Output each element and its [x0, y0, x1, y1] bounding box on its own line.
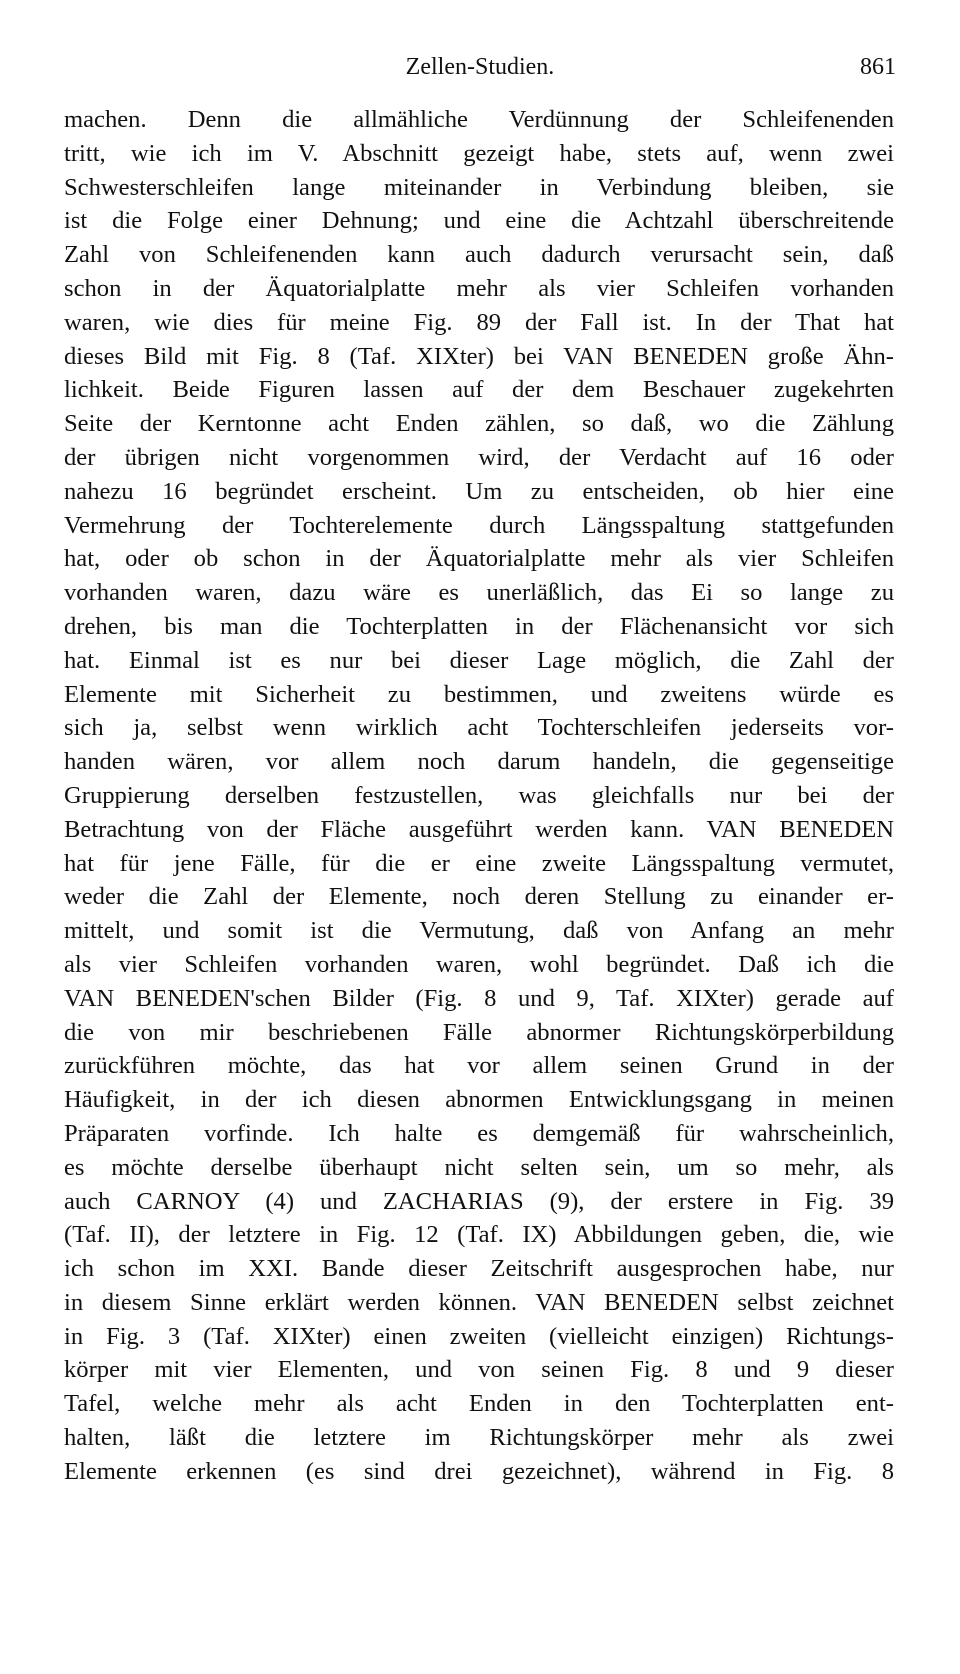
text-line: nahezu 16 begründet erscheint. Um zu entscheiden, ob hier eine: [64, 477, 894, 505]
text-line: lichkeit. Beide Figuren lassen auf der dem Beschauer zugekehrten: [64, 376, 894, 404]
text-line: hat, oder ob schon in der Äquatorialplatte mehr als vier Schleifen: [64, 545, 894, 573]
text-line: als vier Schleifen vorhanden waren, wohl begründet. Daß ich die: [64, 950, 894, 978]
text-line: dieses Bild mit Fig. 8 (Taf. XIXter) bei VAN BENEDEN große Ähn-: [64, 342, 894, 370]
text-line: die von mir beschriebenen Fälle abnormer Richtungskörperbildung: [64, 1018, 894, 1046]
text-line: hat für jene Fälle, für die er eine zweite Längsspaltung vermutet,: [64, 849, 894, 877]
text-line: vorhanden waren, dazu wäre es unerläßlich, das Ei so lange zu: [64, 579, 894, 607]
text-line: sich ja, selbst wenn wirklich acht Tochterschleifen jederseits vor-: [64, 714, 894, 742]
text-line: in diesem Sinne erklärt werden können. VAN BENEDEN selbst zeichnet: [64, 1288, 894, 1316]
text-line: ich schon im XXI. Bande dieser Zeitschrift ausgesprochen habe, nur: [64, 1255, 894, 1283]
running-title: Zellen-Studien.: [405, 54, 555, 80]
text-line: handen wären, vor allem noch darum handeln, die gegenseitige: [64, 748, 894, 776]
text-line: es möchte derselbe überhaupt nicht selten sein, um so mehr, als: [64, 1153, 894, 1181]
running-head: [64, 50, 896, 84]
text-line: Elemente erkennen (es sind drei gezeichnet), während in Fig. 8: [64, 1457, 894, 1485]
text-line: drehen, bis man die Tochterplatten in der Flächenansicht vor sich: [64, 612, 894, 640]
body-text: [64, 103, 894, 1489]
text-line: Zahl von Schleifenenden kann auch dadurch verursacht sein, daß: [64, 241, 894, 269]
text-line: weder die Zahl der Elemente, noch deren Stellung zu einander er-: [64, 883, 894, 911]
text-line: Häufigkeit, in der ich diesen abnormen Entwicklungsgang in meinen: [64, 1086, 894, 1114]
text-line: waren, wie dies für meine Fig. 89 der Fall ist. In der That hat: [64, 308, 894, 336]
text-line: Seite der Kerntonne acht Enden zählen, so daß, wo die Zählung: [64, 410, 894, 438]
text-line: körper mit vier Elementen, und von seinen Fig. 8 und 9 dieser: [64, 1356, 894, 1384]
text-line: tritt, wie ich im V. Abschnitt gezeigt habe, stets auf, wenn zwei: [64, 139, 894, 167]
page-number: 861: [860, 54, 896, 80]
text-line: in Fig. 3 (Taf. XIXter) einen zweiten (vielleicht einzigen) Richtungs-: [64, 1322, 894, 1350]
text-line: Präparaten vorfinde. Ich halte es demgemäß für wahrscheinlich,: [64, 1119, 894, 1147]
text-line: schon in der Äquatorialplatte mehr als vier Schleifen vorhanden: [64, 274, 894, 302]
text-line: Elemente mit Sicherheit zu bestimmen, und zweitens würde es: [64, 680, 894, 708]
text-line: halten, läßt die letztere im Richtungskörper mehr als zwei: [64, 1424, 894, 1452]
text-line: der übrigen nicht vorgenommen wird, der Verdacht auf 16 oder: [64, 443, 894, 471]
text-line: machen. Denn die allmähliche Verdünnung der Schleifenenden: [64, 106, 894, 133]
text-line: mittelt, und somit ist die Vermutung, daß von Anfang an mehr: [64, 917, 894, 945]
text-line: ist die Folge einer Dehnung; und eine die Achtzahl überschreitende: [64, 207, 894, 235]
text-line: auch CARNOY (4) und ZACHARIAS (9), der erstere in Fig. 39: [64, 1187, 894, 1215]
text-line: Tafel, welche mehr als acht Enden in den Tochterplatten ent-: [64, 1390, 894, 1418]
text-line: Betrachtung von der Fläche ausgeführt werden kann. VAN BENEDEN: [64, 815, 894, 843]
text-line: Vermehrung der Tochterelemente durch Längsspaltung stattgefunden: [64, 511, 894, 539]
text-line: hat. Einmal ist es nur bei dieser Lage möglich, die Zahl der: [64, 646, 894, 674]
text-line: zurückführen möchte, das hat vor allem seinen Grund in der: [64, 1052, 894, 1080]
text-line: (Taf. II), der letztere in Fig. 12 (Taf. IX) Abbildungen geben, die, wie: [64, 1221, 894, 1249]
text-line: Schwesterschleifen lange miteinander in Verbindung bleiben, sie: [64, 173, 894, 201]
text-line: Gruppierung derselben festzustellen, was gleichfalls nur bei der: [64, 781, 894, 809]
text-line: VAN BENEDEN'schen Bilder (Fig. 8 und 9, Taf. XIXter) gerade auf: [64, 984, 894, 1012]
